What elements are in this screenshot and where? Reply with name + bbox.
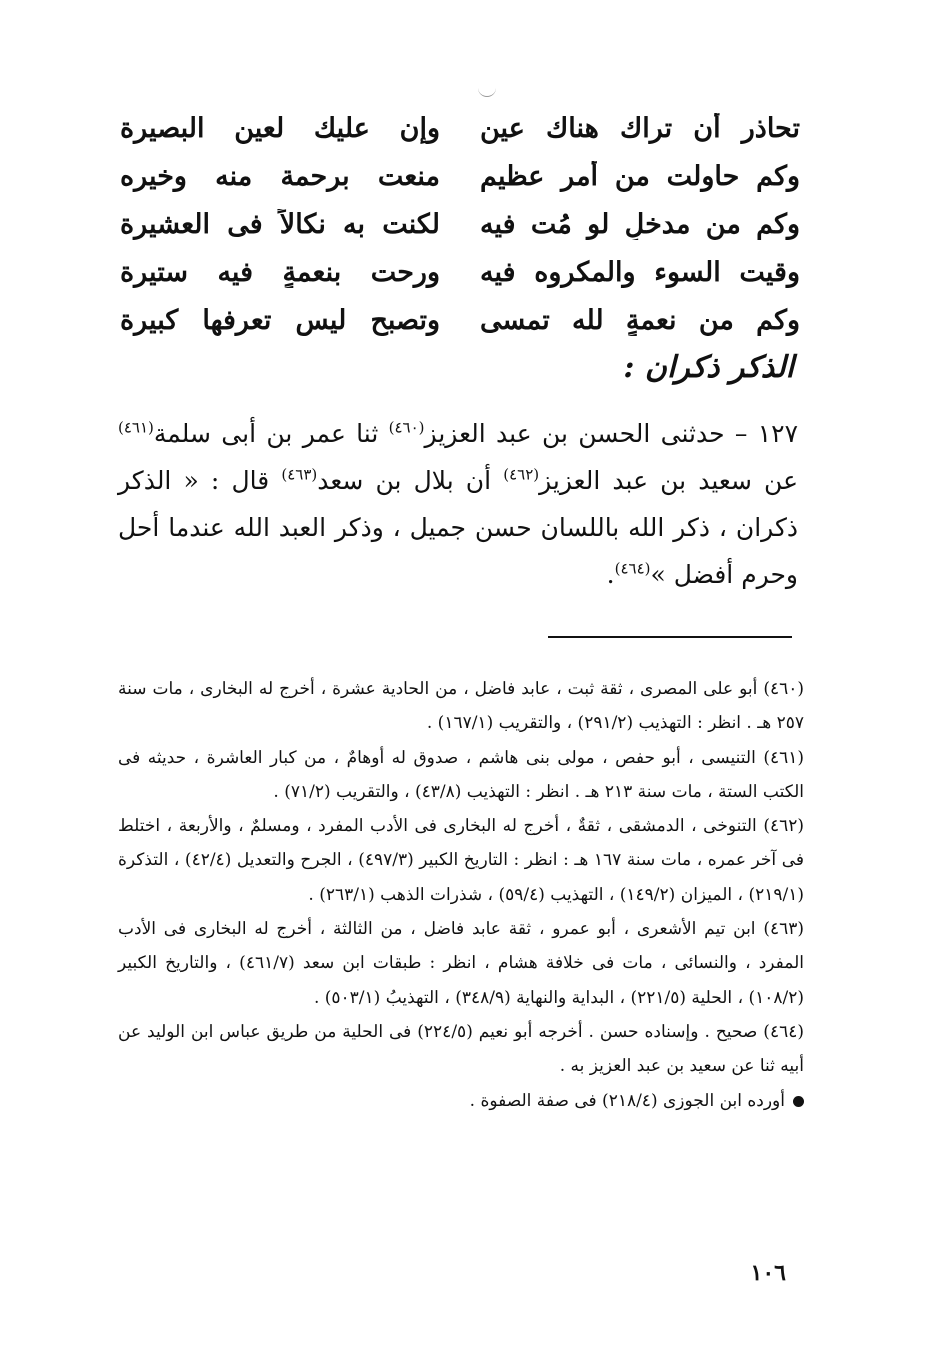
poem-verse [120,200,800,248]
verse-second-hemistich: وإن عليك لعين البصيرة [120,112,440,144]
poem-verse [120,296,800,344]
narration-text: عن سعيد بن عبد العزيز [539,466,798,495]
poem-block [120,104,800,344]
narration-text: . [606,560,615,589]
footnote: (٤٦٠) أبو على المصرى ، ثقة ثبت ، عابد فاضل ، من الحادية عشرة ، أخرج له البخارى ، مات سنة ٢٥٧ هـ . انظر : التهذيب (٢٩١/٢) ، والتقريب (١٦٧/١) . [118,679,804,734]
narration-text: ١٢٧ – حدثنى الحسن بن عبد العزيز [424,419,799,448]
footnote-ref: (٤٦٤) [614,559,651,578]
footnotes-block [118,672,804,1118]
narration-paragraph [118,410,798,598]
footnote-ref: (٤٦٠) [388,418,425,437]
verse-first-hemistich: وكم من مدخلٍ لو مُت فيه [480,208,800,240]
bullet-icon [793,1096,804,1107]
footnote: (٤٦١) التنيسى ، أبو حفص ، مولى بنى هاشم ، صدوق له أوهامٌ ، من كبار العاشرة ، حديثه فى الكتب الستة ، مات سنة ٢١٣ هـ . انظر : التهذيب (٤٣/٨) ، والتقريب (٧١/٢) . [118,747,804,802]
poem-verse [120,248,800,296]
verse-second-hemistich: لكنت به نكالاً فى العشيرة [120,208,440,240]
paper-mark [478,86,496,97]
footnote: (٤٦٤) صحيح . وإسناده حسن . أخرجه أبو نعيم (٢٢٤/٥) فى الحلية من طريق عباس ابن الوليد عن أبيه ثنا عن سعيد بن عبد العزيز به . [118,1021,804,1077]
bullet-note-text: أورده ابن الجوزى (٢١٨/٤) فى صفة الصفوة . [469,1090,785,1111]
narration-text: ثنا عمر بن أبى سلمة [153,419,389,448]
narration-text: أن بلال بن سعد [317,466,504,495]
footnote-ref: (٤٦١) [118,418,154,437]
verse-first-hemistich: وكم حاولت من أمر عظيم [480,160,800,192]
footnote-ref: (٤٦٣) [281,465,318,484]
footnote: (٤٦٢) التنوخى ، الدمشقى ، ثقةٌ ، أخرج له البخارى فى الأدب المفرد ، ومسلمٌ ، والأربعة ، اختلط فى آخر عمره ، مات سنة ١٦٧ هـ : انظر : التاريخ الكبير (٤٩٧/٣) ، الجرح والتعديل (٤٢/٤) ، التذكرة (٢١٩/١) ، الميزان (١٤٩/٢) ، التهذيب (٥٩/٤) ، شذرات الذهب (٢٦٣/١) . [118,816,805,905]
footnote-ref: (٤٦٢) [503,465,540,484]
poem-verse [120,152,800,200]
footnote-bullet-note [118,1084,804,1118]
verse-first-hemistich: وكم من نعمةٍ لله تمسى [480,304,800,336]
section-heading: الذكر ذكران : [623,350,794,385]
poem-verse [120,104,800,152]
footnote: (٤٦٣) ابن تيم الأشعرى ، أبو عمرو ، ثقة عابد فاضل ، من الثالثة ، أخرج له البخارى فى الأدب المفرد ، والنسائى ، مات فى خلافة هشام ، انظر : طبقات ابن سعد (٤٦١/٧) ، والتاريخ الكبير (١٠٨/٢) ، الحلية (٢٢١/٥) ، البداية والنهاية (٣٤٨/٩) ، التهذيبُ (٥٠٣/١) . [118,919,804,1008]
verse-first-hemistich: وقيت السوء والمكروه فيه [480,256,800,288]
verse-second-hemistich: وتصبح ليس تعرفها كبيرة [120,304,440,336]
verse-first-hemistich: تحاذر أن تراك هناك عين [480,112,800,144]
verse-second-hemistich: منعت برحمة منه وخيره [120,160,440,192]
page-number: ١٠٦ [750,1260,786,1286]
verse-second-hemistich: ورحت بنعمةٍ فيه ستيرة [120,256,440,288]
narration-text: قال : « الذكر ذكران ، ذكر الله باللسان حسن جميل ، وذكر العبد الله عندما أحل وحرم أفضل » [118,466,798,589]
footnote-separator [548,636,792,638]
